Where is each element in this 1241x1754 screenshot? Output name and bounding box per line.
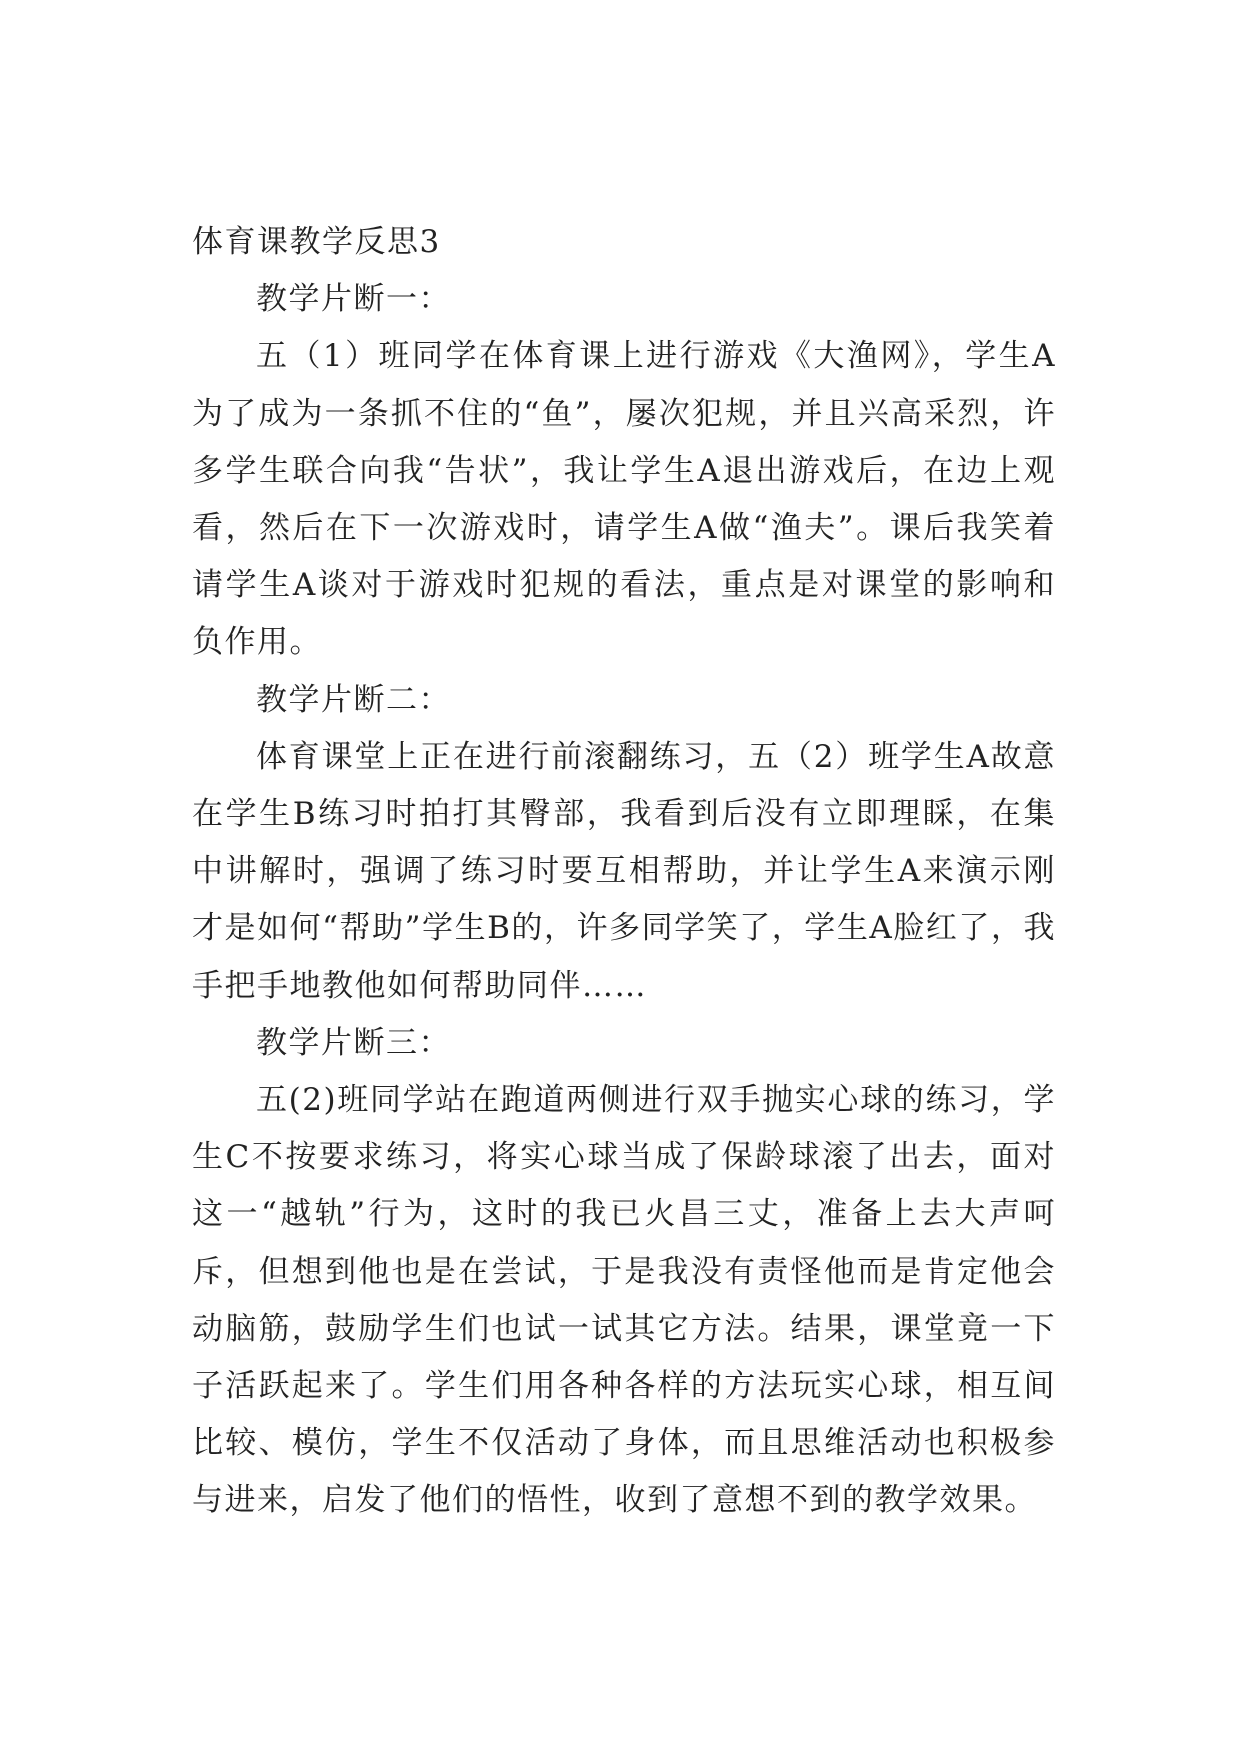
section-paragraph-2: 体育课堂上正在进行前滚翻练习，五（2）班学生A故意在学生B练习时拍打其臀部，我看到后没有立即理睬，在集中讲解时，强调了练习时要互相帮助，并让学生A来演示刚才是如何“帮助”学生B的，许多同学笑了，学生A脸红了，我手把手地教他如何帮助同伴…… [192, 738, 1056, 1004]
section-heading-2: 教学片断二： [256, 681, 451, 718]
section-paragraph-3: 五(2)班同学站在跑道两侧进行双手抛实心球的练习，学生C不按要求练习，将实心球当成了保龄球滚了出去，面对这一“越轨”行为，这时的我已火昌三丈，准备上去大声呵斥，但想到他也是在尝试，于是我没有责怪他而是肯定他会动脑筋，鼓励学生们也试一试其它方法。结果，课堂竟一下子活跃起来了。学生们用各种各样的方法玩实心球，相互间比较、模仿，学生不仅活动了身体，而且思维活动也积极参与进来，启发了他们的悟性，收到了意想不到的教学效果。 [192, 1082, 1056, 1519]
document-title: 体育课教学反思3 [192, 224, 441, 260]
section-heading-1: 教学片断一： [256, 281, 451, 318]
document-page [192, 214, 1056, 1530]
section-paragraph-1: 五（1）班同学在体育课上进行游戏《大渔网》，学生A为了成为一条抓不住的“鱼”，屡次犯规，并且兴高采烈，许多学生联合向我“告状”，我让学生A退出游戏后，在边上观看，然后在下一次游戏时，请学生A做“渔夫”。课后我笑着请学生A谈对于游戏时犯规的看法，重点是对课堂的影响和负作用。 [192, 338, 1056, 661]
section-heading-3: 教学片断三： [256, 1024, 451, 1061]
